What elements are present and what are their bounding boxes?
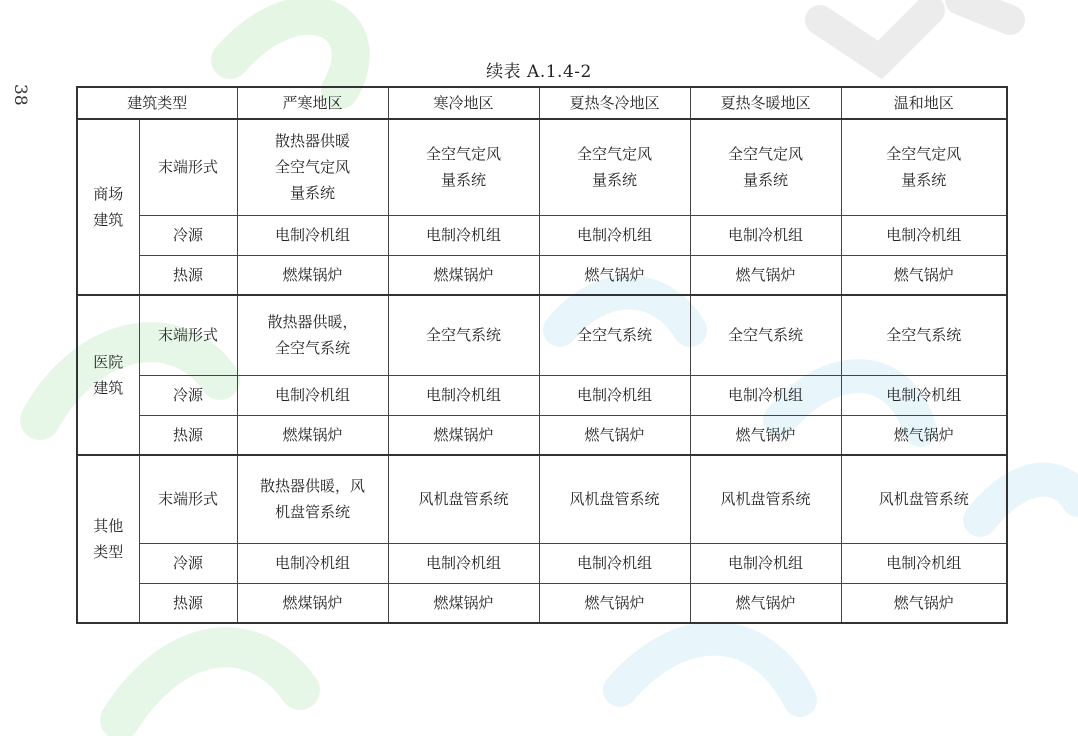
header-region: 严寒地区 [237,87,388,119]
table-cell: 电制冷机组 [841,215,1007,255]
building-category-cell [77,295,139,455]
table-cell: 燃煤锅炉 [388,415,539,455]
table-cell: 全空气定风 量系统 [388,119,539,215]
table-cell: 全空气系统 [841,295,1007,375]
row-label: 冷源 [139,375,237,415]
table-cell: 燃煤锅炉 [388,583,539,623]
table-cell: 全空气定风 量系统 [690,119,841,215]
table-header-row [77,87,1007,119]
header-building-type: 建筑类型 [77,87,237,119]
table-row [77,455,1007,543]
table-row [77,543,1007,583]
table-cell: 燃煤锅炉 [237,415,388,455]
table-cell: 电制冷机组 [690,375,841,415]
table-cell: 燃煤锅炉 [388,255,539,295]
table-cell: 全空气定风 量系统 [841,119,1007,215]
table-cell: 全空气系统 [388,295,539,375]
row-label: 末端形式 [139,295,237,375]
table-cell: 电制冷机组 [388,215,539,255]
table-cell: 燃气锅炉 [539,255,690,295]
table-cell: 燃气锅炉 [539,415,690,455]
table-cell: 电制冷机组 [388,543,539,583]
table-cell: 燃气锅炉 [841,583,1007,623]
table-cell: 燃气锅炉 [690,583,841,623]
table-cell: 燃煤锅炉 [237,255,388,295]
table-cell: 风机盘管系统 [539,455,690,543]
table-body [77,119,1007,623]
table-row [77,415,1007,455]
table-cell: 风机盘管系统 [690,455,841,543]
table-row [77,375,1007,415]
table-cell: 全空气系统 [539,295,690,375]
table-cell: 全空气定风 量系统 [539,119,690,215]
table-cell: 燃气锅炉 [539,583,690,623]
table-cell: 电制冷机组 [690,543,841,583]
row-label: 末端形式 [139,455,237,543]
header-region: 温和地区 [841,87,1007,119]
table-cell: 电制冷机组 [388,375,539,415]
table-row [77,583,1007,623]
table-cell: 燃气锅炉 [690,255,841,295]
page-number: 38 [10,84,30,106]
table-row [77,119,1007,215]
building-category-cell [77,119,139,295]
table-caption: 续表 A.1.4-2 [486,62,592,82]
table-row [77,215,1007,255]
table-cell: 燃煤锅炉 [237,583,388,623]
table-row [77,255,1007,295]
row-label: 冷源 [139,215,237,255]
table-cell: 燃气锅炉 [690,415,841,455]
table-cell: 风机盘管系统 [388,455,539,543]
row-label: 热源 [139,255,237,295]
table-cell: 电制冷机组 [237,543,388,583]
table-cell: 电制冷机组 [237,375,388,415]
hvac-system-table [76,86,1008,624]
header-region: 夏热冬暖地区 [690,87,841,119]
table-cell: 全空气系统 [690,295,841,375]
table-cell: 电制冷机组 [841,375,1007,415]
table-cell: 电制冷机组 [539,543,690,583]
building-category-cell [77,455,139,623]
row-label: 热源 [139,583,237,623]
table-row [77,295,1007,375]
table-cell: 燃气锅炉 [841,415,1007,455]
row-label: 冷源 [139,543,237,583]
row-label: 热源 [139,415,237,455]
building-category-label: 其他类型 [93,517,124,561]
table-cell: 风机盘管系统 [841,455,1007,543]
table-cell: 电制冷机组 [237,215,388,255]
building-category-label: 商场建筑 [93,185,124,229]
building-category-label: 医院建筑 [93,353,124,397]
row-label: 末端形式 [139,119,237,215]
header-region: 寒冷地区 [388,87,539,119]
table-cell: 散热器供暖， 全空气系统 [237,295,388,375]
table-cell: 电制冷机组 [539,375,690,415]
table-cell: 电制冷机组 [539,215,690,255]
table-cell: 电制冷机组 [841,543,1007,583]
table-cell: 散热器供暖 全空气定风 量系统 [237,119,388,215]
table-cell: 电制冷机组 [690,215,841,255]
header-region: 夏热冬冷地区 [539,87,690,119]
table-cell: 燃气锅炉 [841,255,1007,295]
table-cell: 散热器供暖，风 机盘管系统 [237,455,388,543]
